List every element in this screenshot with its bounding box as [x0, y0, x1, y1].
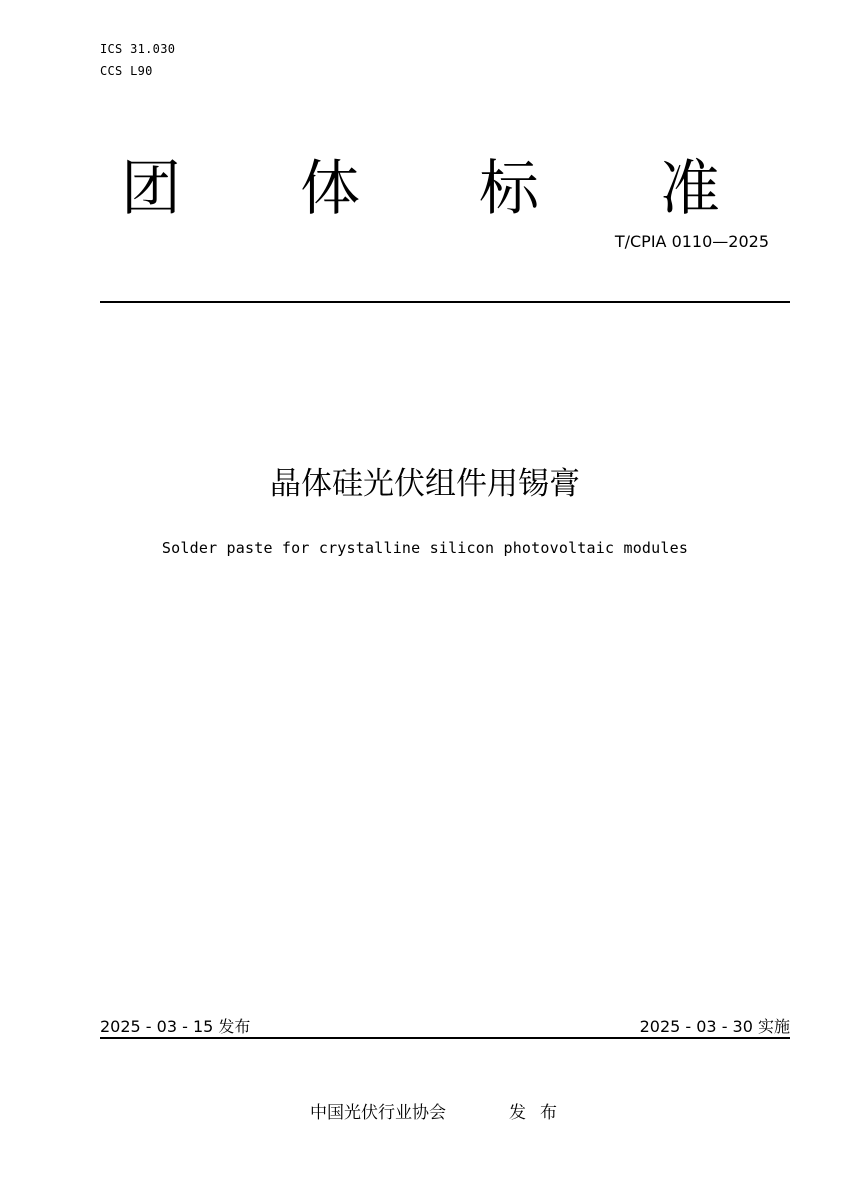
ics-code: ICS 31.030	[100, 42, 176, 56]
implementation-date: 2025 - 03 - 30 实施	[639, 1017, 790, 1036]
issue-date: 2025 - 03 - 15 发布	[100, 1017, 251, 1036]
publish-label: 发布	[509, 1103, 571, 1123]
ccs-code: CCS L90	[100, 64, 153, 78]
heading-char-biao: 标	[479, 154, 539, 224]
standard-number: T/CPIA 0110—2025	[614, 232, 769, 251]
bottom-divider	[100, 1037, 790, 1039]
publisher-name: 中国光伏行业协会	[310, 1103, 446, 1123]
title-chinese: 晶体硅光伏组件用锡膏	[270, 466, 580, 502]
heading-char-ti: 体	[300, 154, 360, 224]
title-english: Solder paste for crystalline silicon photovoltaic modules	[161, 539, 689, 557]
heading-char-zhun: 准	[660, 154, 720, 224]
top-divider	[100, 301, 790, 303]
heading-char-tuan: 团	[121, 154, 181, 224]
